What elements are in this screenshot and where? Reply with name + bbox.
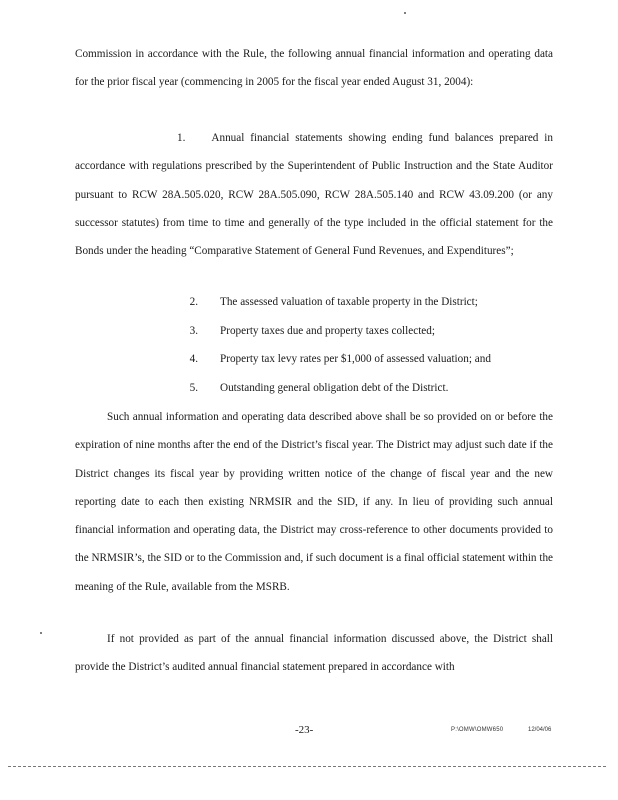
list-item-text: Property tax levy rates per $1,000 of assessed valuation; and bbox=[220, 353, 491, 365]
bottom-divider bbox=[8, 766, 606, 767]
paragraph-intro: Commission in accordance with the Rule, the following annual financial information and operating data for the prior fiscal year (commencing in 2005 for the fiscal year ended August 31, 2004): bbox=[75, 48, 553, 89]
list-item-number: 2. bbox=[189, 296, 198, 308]
list-item-number: 5. bbox=[189, 382, 198, 394]
scan-speck bbox=[40, 632, 42, 634]
list-item bbox=[75, 317, 553, 345]
list-item-number: 3. bbox=[189, 325, 198, 337]
list-item-text: Outstanding general obligation debt of the District. bbox=[220, 382, 449, 394]
paragraph-reporting-date: Such annual information and operating data described above shall be so provided on or before the expiration of nine months after the end of the District’s fiscal year. The District may adjust such date if the District changes its fiscal year by providing written notice of the change of fiscal year and the new reporting date to each then existing NRMSIR and the SID, if any. In lieu of providing such annual financial information and operating data, the District may cross-reference to other documents provided to the NRMSIR’s, the SID or to the Commission and, if such document is a final official statement within the meaning of the Rule, available from the MSRB. bbox=[75, 411, 553, 593]
paragraph-item-1 bbox=[75, 124, 553, 265]
list-item bbox=[75, 288, 553, 316]
document-date: 12/04/06 bbox=[528, 727, 552, 733]
page-number: -23- bbox=[295, 724, 314, 736]
list-item bbox=[75, 345, 553, 373]
paragraph-audited-statement: If not provided as part of the annual financial information discussed above, the District shall provide the District’s audited annual financial statement prepared in accordance with bbox=[75, 633, 553, 674]
item-1-text: Annual financial statements showing ending fund balances prepared in accordance with regulations prescribed by the Superintendent of Public Instruction and the State Auditor pursuant to RCW 28A.505.020, RCW 28A.505.090, RCW 28A.505.140 and RCW 43.09.200 (or any successor statutes) from time to time and generally of the type included in the official statement for the Bonds under the heading “Comparative Statement of General Fund Revenues, and Expenditures”; bbox=[75, 132, 553, 258]
list-item-text: Property taxes due and property taxes collected; bbox=[220, 325, 435, 337]
scan-speck bbox=[404, 12, 406, 14]
document-code: P:\OMW\OMW650 bbox=[451, 727, 504, 733]
item-1-number: 1. bbox=[177, 132, 186, 144]
list-item-text: The assessed valuation of taxable property in the District; bbox=[220, 296, 478, 308]
list-item-number: 4. bbox=[189, 353, 198, 365]
list-item bbox=[75, 374, 553, 402]
